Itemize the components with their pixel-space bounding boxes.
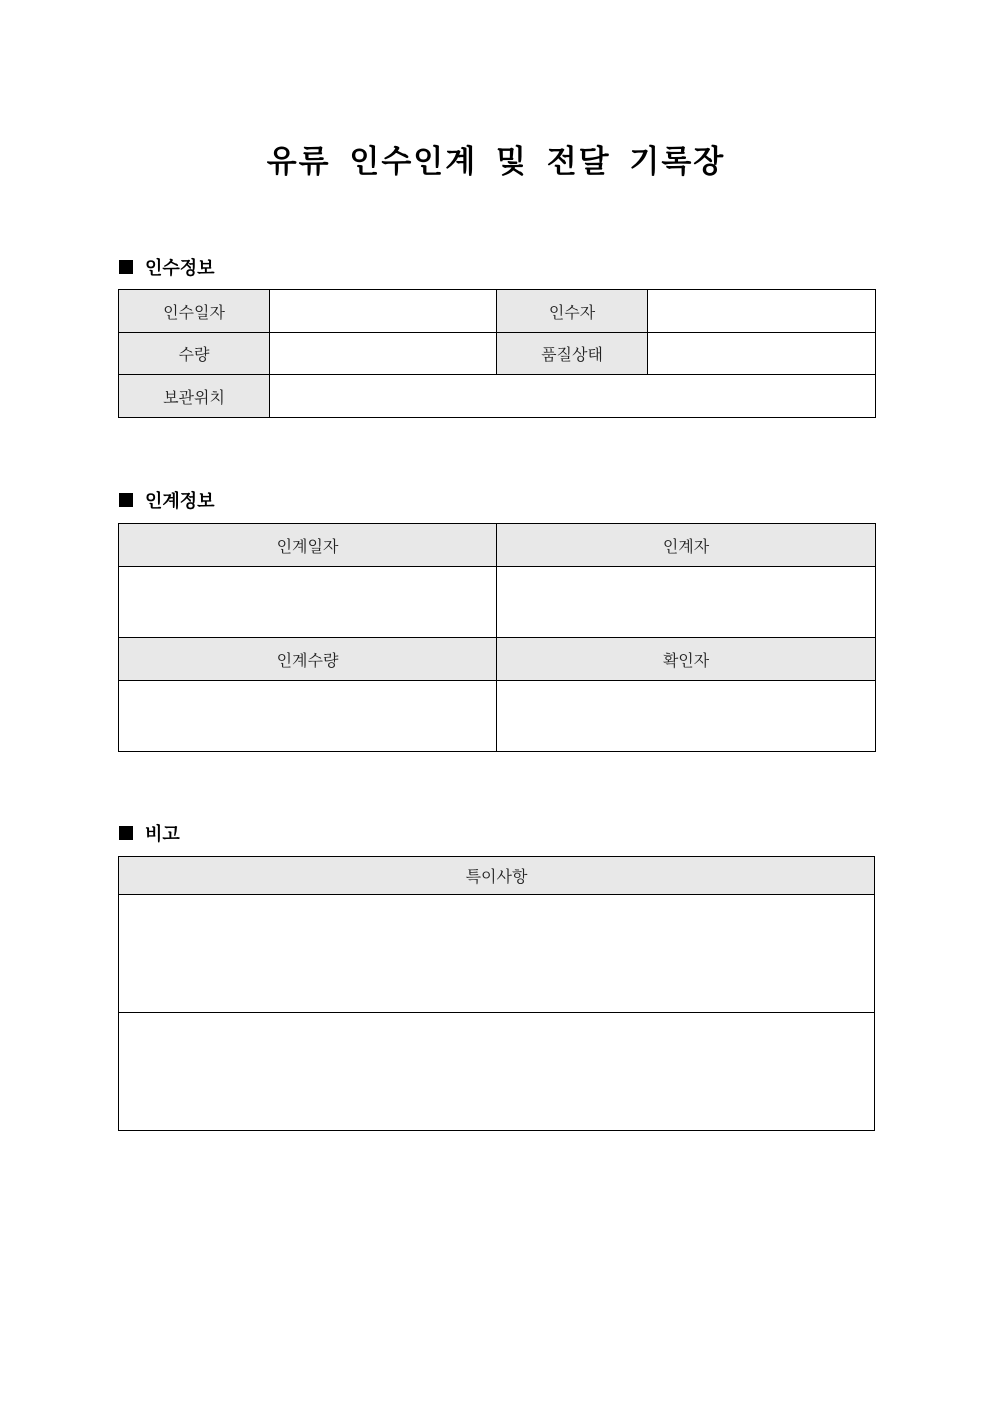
document-title: 유류 인수인계 및 전달 기록장 xyxy=(266,144,726,180)
handover-quantity-label: 인계수량 xyxy=(119,638,497,681)
special-notes-field-2[interactable] xyxy=(119,1013,875,1131)
receipt-date-field[interactable] xyxy=(270,290,497,333)
square-bullet-icon xyxy=(119,260,133,274)
storage-label: 보관위치 xyxy=(119,375,270,418)
section-heading-remarks xyxy=(119,820,180,846)
special-notes-field-1[interactable] xyxy=(119,895,875,1013)
quantity-label: 수량 xyxy=(119,333,270,375)
section-heading-remarks-label: 비고 xyxy=(145,824,180,845)
square-bullet-icon xyxy=(119,826,133,840)
confirmer-label: 확인자 xyxy=(497,638,876,681)
confirmer-field[interactable] xyxy=(497,681,876,752)
storage-field[interactable] xyxy=(270,375,876,418)
handover-person-label: 인계자 xyxy=(497,524,876,567)
handover-person-field[interactable] xyxy=(497,567,876,638)
section-heading-receipt xyxy=(119,254,215,280)
receipt-date-label: 인수일자 xyxy=(119,290,270,333)
receiver-field[interactable] xyxy=(648,290,876,333)
remarks-table xyxy=(118,856,875,1131)
handover-date-field[interactable] xyxy=(119,567,497,638)
special-notes-label: 특이사항 xyxy=(119,857,875,895)
section-heading-handover-label: 인계정보 xyxy=(145,491,215,512)
handover-date-label: 인계일자 xyxy=(119,524,497,567)
section-heading-handover xyxy=(119,487,215,513)
quality-field[interactable] xyxy=(648,333,876,375)
handover-quantity-field[interactable] xyxy=(119,681,497,752)
receipt-info-table xyxy=(118,289,876,418)
handover-info-table xyxy=(118,523,876,752)
quality-label: 품질상태 xyxy=(497,333,648,375)
square-bullet-icon xyxy=(119,493,133,507)
section-heading-receipt-label: 인수정보 xyxy=(145,258,215,279)
receiver-label: 인수자 xyxy=(497,290,648,333)
quantity-field[interactable] xyxy=(270,333,497,375)
